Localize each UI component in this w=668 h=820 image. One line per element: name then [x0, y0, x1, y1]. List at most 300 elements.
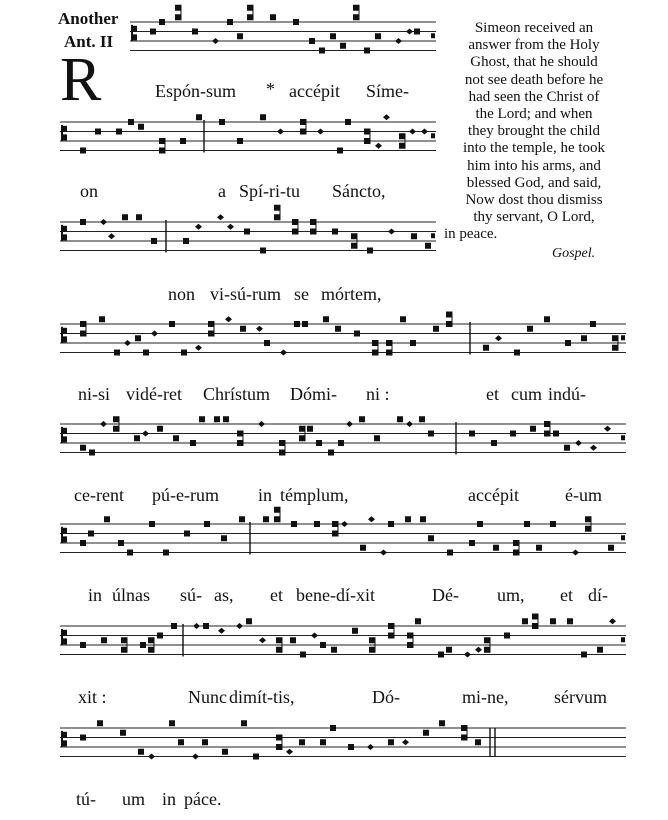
neume-note — [510, 431, 516, 437]
custos-mark — [621, 335, 625, 340]
neume-note — [138, 749, 144, 755]
neume-note — [491, 440, 497, 446]
lyric-syllable: sú- — [180, 585, 202, 605]
lyric-syllable: bene-dí-xit — [296, 585, 375, 605]
neume-note — [544, 431, 550, 437]
neume-note — [475, 739, 481, 745]
neume-note — [522, 618, 528, 624]
lyric-syllable: é-um — [565, 485, 602, 505]
neume-note — [151, 331, 158, 337]
neume-note — [203, 623, 209, 629]
neume-note — [369, 647, 375, 653]
neume-note — [484, 647, 490, 653]
neume-note — [148, 637, 154, 643]
neume-note — [302, 321, 308, 327]
neume-note — [237, 431, 243, 437]
neume-note — [364, 129, 370, 135]
neume-note — [80, 735, 86, 741]
neume-note — [495, 335, 502, 341]
neume-note — [195, 224, 202, 230]
antiphon-number: Ant. II — [64, 32, 114, 51]
lyric-syllable: Síme- — [366, 81, 409, 101]
neume-note — [293, 19, 299, 25]
neume-note — [99, 316, 105, 322]
neume-note — [407, 633, 413, 639]
lyric-syllable: pú-e-rum — [152, 485, 219, 505]
lyric-syllable: mórtem, — [321, 284, 382, 304]
neume-note — [169, 720, 175, 726]
neume-note — [544, 421, 550, 427]
neume-note — [406, 29, 413, 35]
neume-note — [214, 416, 220, 422]
neume-note — [138, 124, 144, 130]
neume-note — [150, 29, 156, 35]
neume-note — [388, 623, 394, 629]
custos-mark — [431, 33, 435, 38]
neume-note — [136, 214, 142, 220]
lyric-syllable: Sáncto, — [332, 181, 386, 201]
neume-note — [225, 316, 232, 322]
neume-note — [399, 133, 405, 139]
neume-note — [270, 14, 276, 20]
lyric-syllable: in — [258, 485, 273, 505]
neume-note — [100, 421, 107, 427]
neume-note — [88, 531, 94, 537]
neume-note — [80, 321, 86, 327]
neume-note — [524, 521, 530, 527]
neume-note — [351, 243, 357, 249]
neume-note — [300, 129, 306, 135]
neume-note — [80, 540, 86, 546]
neume-note — [597, 647, 603, 653]
lyric-syllable: in — [88, 585, 103, 605]
neume-note — [483, 345, 489, 351]
neume-note — [223, 416, 229, 422]
neume-note — [276, 735, 282, 741]
neume-note — [127, 550, 133, 556]
neume-note — [388, 633, 394, 639]
neume-note — [193, 623, 200, 629]
neume-note — [364, 48, 370, 54]
neume-note — [199, 416, 205, 422]
neume-note — [581, 335, 587, 341]
neume-note — [469, 431, 475, 437]
neume-note — [219, 119, 225, 125]
neume-note — [585, 526, 591, 532]
neume-note — [307, 426, 313, 432]
neume-note — [352, 628, 358, 634]
neume-note — [80, 148, 86, 154]
neume-note — [345, 119, 351, 125]
neume-note — [135, 335, 141, 341]
neume-note — [80, 219, 86, 225]
neume-note — [319, 48, 325, 54]
neume-note — [246, 618, 252, 624]
neume-note — [299, 426, 305, 432]
lyric-syllable: vidé-ret — [126, 384, 182, 404]
neume-note — [114, 350, 120, 356]
translation-line: not see death before he — [464, 71, 604, 88]
neume-note — [585, 516, 591, 522]
translation-line: blessed God, and said, — [466, 174, 602, 191]
translation-line: thy servant, O Lord, — [473, 209, 595, 226]
neume-note — [386, 350, 392, 356]
neume-note — [332, 229, 338, 235]
neume-note — [414, 29, 420, 35]
neume-note — [286, 749, 293, 755]
lyric-syllable: sérvum — [554, 687, 607, 707]
neume-note — [590, 445, 597, 451]
neume-note — [513, 540, 519, 546]
neume-note — [240, 326, 246, 332]
neume-note — [237, 33, 243, 39]
neume-note — [100, 219, 107, 225]
neume-note — [316, 440, 322, 446]
neume-note — [553, 431, 559, 437]
neume-note — [544, 316, 550, 322]
neume-note — [360, 545, 366, 551]
neume-note — [300, 652, 306, 658]
neume-note — [260, 248, 266, 254]
neume-note — [195, 345, 202, 351]
neume-note — [192, 29, 198, 35]
neume-note — [386, 340, 392, 346]
lyric-syllable: Dómi- — [290, 384, 337, 404]
neume-note — [180, 138, 186, 144]
neume-note — [504, 633, 510, 639]
neume-note — [513, 550, 519, 556]
neume-note — [354, 331, 360, 337]
neume-note — [447, 550, 453, 556]
neume-note — [320, 642, 326, 648]
neume-note — [514, 350, 520, 356]
neume-note — [184, 531, 190, 537]
neume-note — [208, 331, 214, 337]
neume-note — [159, 138, 165, 144]
neume-note — [348, 744, 354, 750]
neume-note — [175, 14, 181, 20]
neume-note — [159, 148, 165, 154]
neume-note — [310, 219, 316, 225]
neume-note — [97, 720, 103, 726]
neume-note — [212, 38, 219, 44]
lyric-syllable: ni-si — [78, 384, 111, 404]
neume-note — [337, 148, 343, 154]
custos-mark — [621, 435, 625, 440]
neume-note — [330, 725, 336, 731]
neume-note — [359, 416, 365, 422]
neume-note — [178, 739, 184, 745]
antiphon-heading: Another — [58, 9, 119, 28]
custos-mark — [431, 233, 435, 238]
lyric-syllable: on — [80, 181, 98, 201]
neume-note — [120, 730, 126, 736]
neume-note — [244, 229, 250, 235]
neume-note — [367, 744, 374, 750]
neume-note — [375, 143, 382, 149]
neume-note — [274, 214, 280, 220]
neume-note — [346, 421, 353, 427]
neume-note — [299, 435, 305, 441]
neume-note — [375, 33, 381, 39]
lyric-syllable: * — [266, 79, 275, 99]
neume-note — [142, 431, 149, 437]
neume-note — [493, 545, 499, 551]
custos-mark — [621, 637, 625, 642]
neume-note — [331, 647, 337, 653]
neume-note — [428, 431, 434, 437]
lyric-syllable: vi-sú-rum — [210, 284, 281, 304]
lyric-syllable: et — [486, 384, 499, 404]
lyric-syllable: mi-ne, — [462, 687, 509, 707]
lyric-syllable: accépit — [468, 485, 519, 505]
neume-note — [227, 19, 233, 25]
neume-note — [247, 14, 253, 20]
neume-note — [372, 350, 378, 356]
neume-note — [353, 5, 359, 11]
lyric-syllable: Espón-sum — [155, 81, 236, 101]
neume-note — [163, 550, 169, 556]
translation-line: him into his arms, and — [467, 157, 601, 174]
translation-line: Simeon received an — [474, 20, 594, 36]
neume-note — [400, 316, 406, 322]
neume-note — [368, 516, 375, 522]
custos-mark — [431, 133, 435, 138]
neume-note — [247, 5, 253, 11]
neume-note — [80, 642, 86, 648]
neume-note — [397, 416, 403, 422]
neume-note — [159, 19, 165, 25]
neume-note — [171, 623, 177, 629]
neume-note — [175, 5, 181, 11]
lyric-syllable: non — [168, 284, 195, 304]
lyric-syllable: témplum, — [280, 485, 349, 505]
translation-line: Now dost thou dismiss — [465, 192, 603, 209]
neume-note — [340, 43, 346, 49]
neume-note — [446, 647, 452, 653]
neume-note — [190, 440, 196, 446]
neume-note — [609, 618, 616, 624]
neume-note — [464, 652, 471, 658]
neume-note — [196, 114, 202, 120]
neume-note — [276, 637, 282, 643]
neume-note — [425, 243, 431, 249]
neume-note — [532, 623, 538, 629]
lyric-syllable: xit : — [78, 687, 107, 707]
neume-note — [95, 129, 101, 135]
neume-note — [280, 350, 287, 356]
neume-note — [575, 440, 582, 446]
neume-note — [590, 321, 596, 327]
neume-note — [567, 618, 573, 624]
neume-note — [550, 521, 556, 527]
neume-note — [218, 628, 225, 634]
neume-note — [134, 435, 140, 441]
neume-note — [169, 321, 175, 327]
neume-note — [409, 129, 416, 135]
neume-note — [148, 647, 154, 653]
neume-note — [237, 138, 243, 144]
neume-note — [113, 426, 119, 432]
neume-note — [202, 739, 208, 745]
neume-note — [550, 618, 556, 624]
translation-line: answer from the Holy — [468, 37, 600, 54]
neume-note — [415, 618, 421, 624]
neume-note — [279, 450, 285, 456]
neume-note — [317, 129, 324, 135]
neume-note — [399, 143, 405, 149]
neume-note — [314, 521, 320, 527]
neume-note — [446, 312, 452, 318]
neume-note — [279, 440, 285, 446]
neume-note — [181, 350, 187, 356]
neume-note — [323, 316, 329, 322]
neume-note — [565, 340, 571, 346]
neume-note — [428, 535, 434, 541]
neume-note — [227, 224, 234, 230]
lyric-syllable: Nunc — [188, 687, 227, 707]
neume-note — [276, 647, 282, 653]
lyric-syllable: in — [162, 789, 177, 809]
neume-note — [292, 229, 298, 235]
lyric-syllable: indú- — [548, 384, 586, 404]
lyric-syllable: úlnas — [112, 585, 150, 605]
neume-note — [300, 119, 306, 125]
neume-note — [241, 720, 247, 726]
neume-note — [263, 516, 269, 522]
neume-note — [116, 129, 122, 135]
lyric-syllable: dí- — [588, 585, 608, 605]
neume-note — [364, 138, 370, 144]
neume-note — [411, 233, 417, 239]
lyric-syllable: cum — [511, 384, 542, 404]
neume-note — [157, 633, 163, 639]
neume-note — [604, 426, 611, 432]
neume-note — [204, 521, 210, 527]
neume-note — [484, 637, 490, 643]
neume-note — [264, 340, 270, 346]
neume-note — [332, 521, 338, 527]
neume-note — [294, 321, 300, 327]
neume-note — [439, 720, 445, 726]
neume-note — [530, 426, 536, 432]
translation-line: they brought the child — [467, 123, 601, 140]
neume-note — [420, 516, 426, 522]
neume-note — [256, 326, 263, 332]
neume-note — [277, 129, 284, 135]
neume-note — [101, 637, 107, 643]
lyric-syllable: et — [270, 585, 283, 605]
neume-note — [140, 642, 146, 648]
neume-note — [407, 642, 413, 648]
neume-note — [173, 435, 179, 441]
neume-note — [309, 38, 315, 44]
neume-note — [330, 33, 336, 39]
neume-note — [608, 545, 614, 551]
neume-note — [395, 38, 402, 44]
neume-note — [192, 754, 199, 760]
neume-note — [341, 521, 348, 527]
lyric-syllable: as, — [214, 585, 234, 605]
neume-note — [118, 540, 124, 546]
neume-note — [276, 744, 282, 750]
neume-note — [290, 637, 296, 643]
neume-note — [299, 739, 305, 745]
neume-note — [274, 205, 280, 211]
neume-note — [421, 129, 428, 135]
neume-note — [423, 730, 429, 736]
translation-line: had seen the Christ of — [468, 88, 600, 105]
neume-note — [419, 416, 425, 422]
neume-note — [148, 754, 155, 760]
neume-note — [328, 450, 334, 456]
lyric-syllable: Spí-ri-tu — [239, 181, 300, 201]
lyric-syllable: páce. — [184, 789, 222, 809]
neume-note — [121, 647, 127, 653]
neume-note — [383, 114, 390, 120]
custos-mark — [621, 535, 625, 540]
neume-note — [292, 219, 298, 225]
neume-note — [122, 214, 128, 220]
neume-note — [374, 435, 380, 441]
neume-note — [104, 516, 110, 522]
neume-note — [388, 521, 394, 527]
initial-letter: R — [60, 46, 102, 114]
neume-note — [380, 550, 387, 556]
lyric-syllable: et — [560, 585, 573, 605]
neume-note — [253, 754, 259, 760]
neume-note — [274, 507, 280, 513]
translation-source: Gospel. — [552, 246, 596, 261]
neume-note — [433, 326, 439, 332]
neume-note — [461, 735, 467, 741]
neume-note — [121, 637, 127, 643]
neume-note — [291, 521, 297, 527]
neume-note — [564, 445, 570, 451]
lyric-syllable: um — [122, 789, 146, 809]
translation-line: into the temple, he took — [462, 140, 606, 157]
neume-note — [89, 450, 95, 456]
neume-note — [149, 521, 155, 527]
lyric-syllable: a — [218, 181, 226, 201]
neume-note — [108, 233, 115, 239]
neume-note — [151, 238, 157, 244]
neume-note — [143, 350, 149, 356]
translation-line: Ghost, that he should — [470, 54, 598, 71]
neume-note — [402, 739, 409, 745]
neume-note — [406, 421, 413, 427]
neume-note — [405, 516, 411, 522]
neume-note — [274, 516, 280, 522]
neume-note — [124, 340, 131, 346]
lyric-syllable: dimít-tis, — [229, 687, 295, 707]
lyric-syllable: tú- — [76, 789, 96, 809]
lyric-syllable: Chrístum — [203, 384, 271, 404]
neume-note — [157, 426, 163, 432]
neume-note — [369, 637, 375, 643]
neume-note — [335, 326, 341, 332]
neume-note — [221, 535, 227, 541]
neume-note — [208, 321, 214, 327]
neume-note — [527, 326, 533, 332]
translation-line: the Lord; and when — [475, 106, 593, 123]
neume-note — [410, 340, 416, 346]
neume-note — [477, 521, 483, 527]
neume-note — [320, 739, 326, 745]
neume-note — [438, 652, 444, 658]
lyric-syllable: Dó- — [372, 687, 400, 707]
neume-note — [310, 229, 316, 235]
